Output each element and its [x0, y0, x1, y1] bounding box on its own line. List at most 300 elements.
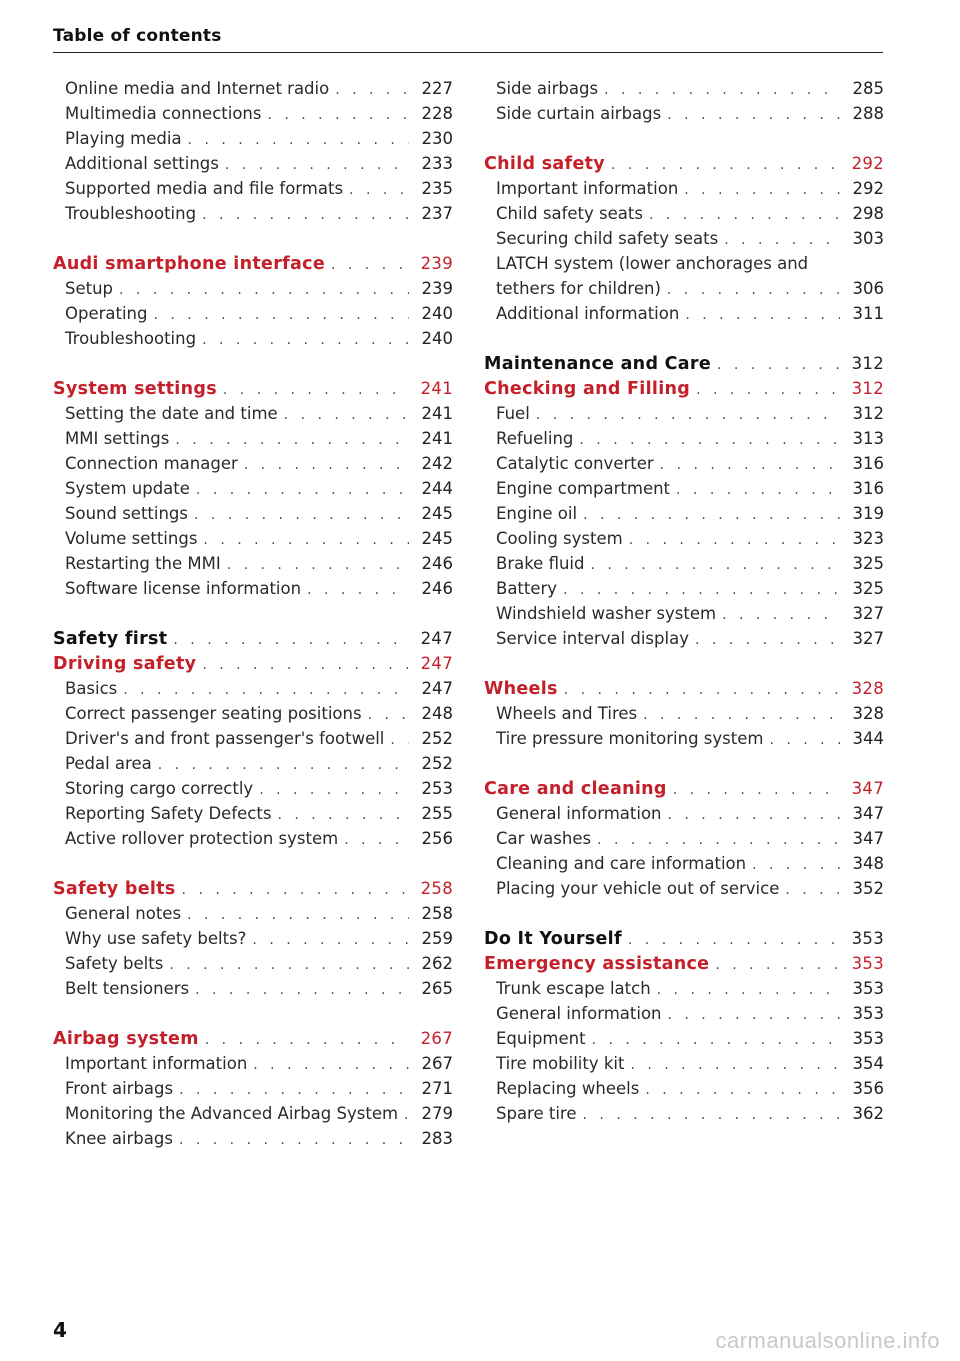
toc-entry-title: System update: [65, 479, 190, 498]
toc-entry-page: 292: [851, 154, 884, 173]
dot-leader: [667, 103, 840, 126]
toc-entry[interactable]: [484, 276, 884, 301]
dot-leader: [267, 103, 409, 126]
toc-entry-title: Side curtain airbags: [496, 104, 662, 123]
toc-entry-page: 319: [852, 504, 884, 523]
toc-entry-page: 292: [852, 179, 884, 198]
toc-entry-page: 252: [421, 729, 453, 748]
toc-entry-page: 353: [851, 954, 884, 973]
toc-entry-page: 262: [421, 954, 453, 973]
dot-leader: [583, 1103, 840, 1126]
toc-entry-title: Correct passenger seating positions: [65, 704, 362, 723]
toc-entry-page: 312: [852, 404, 884, 423]
toc-entry[interactable]: [53, 1076, 453, 1101]
toc-entry-title: Airbag system: [53, 1029, 199, 1049]
dot-leader: [660, 453, 840, 476]
toc-entry[interactable]: [53, 151, 453, 176]
toc-entry-page: 312: [851, 379, 884, 398]
toc-entry[interactable]: [53, 926, 453, 951]
toc-entry-title: Care and cleaning: [484, 779, 667, 799]
toc-section-entry[interactable]: [484, 376, 884, 401]
toc-entry[interactable]: [53, 901, 453, 926]
page-title: Table of contents: [53, 26, 222, 46]
dot-leader: [785, 878, 840, 901]
toc-section-entry[interactable]: [484, 926, 884, 951]
toc-entry-page: 325: [852, 554, 884, 573]
dot-leader: [667, 278, 840, 301]
toc-entry-title: Audi smartphone interface: [53, 254, 325, 274]
toc-entry[interactable]: [53, 976, 453, 1001]
dot-leader: [277, 803, 409, 826]
toc-entry-title: Battery: [496, 579, 558, 598]
dot-leader: [173, 628, 409, 651]
toc-entry-page: 227: [421, 79, 453, 98]
toc-section-entry[interactable]: [53, 651, 453, 676]
toc-entry-title: Child safety: [484, 154, 605, 174]
dot-leader: [331, 253, 409, 276]
dot-leader: [244, 453, 409, 476]
toc-entry-title: Tire pressure monitoring system: [496, 729, 764, 748]
dot-leader: [668, 1003, 841, 1026]
toc-entry-page: 233: [421, 154, 453, 173]
toc-entry[interactable]: [484, 401, 884, 426]
toc-entry-title: Front airbags: [65, 1079, 174, 1098]
toc-entry[interactable]: [484, 1001, 884, 1026]
toc-section-entry[interactable]: [53, 1026, 453, 1051]
toc-entry-page: 316: [852, 454, 884, 473]
toc-entry-page: 267: [420, 1029, 453, 1048]
toc-entry[interactable]: [484, 76, 884, 101]
dot-leader: [344, 828, 409, 851]
toc-entry-title: Fuel: [496, 404, 530, 423]
toc-entry-page: 362: [852, 1104, 884, 1123]
toc-entry[interactable]: [53, 1126, 453, 1151]
dot-leader: [227, 553, 409, 576]
toc-entry-title: General information: [496, 804, 662, 823]
toc-entry-title: Troubleshooting: [65, 329, 197, 348]
toc-entry-title: Playing media: [65, 129, 182, 148]
toc-entry[interactable]: [53, 76, 453, 101]
toc-entry[interactable]: [484, 826, 884, 851]
toc-entry[interactable]: [484, 701, 884, 726]
toc-entry-title: Reporting Safety Defects: [65, 804, 272, 823]
toc-entry-page: 258: [420, 879, 453, 898]
toc-entry-page: 325: [852, 579, 884, 598]
dot-leader: [225, 153, 409, 176]
toc-section-entry[interactable]: [53, 876, 453, 901]
dot-leader: [769, 728, 840, 751]
toc-entry[interactable]: [484, 301, 884, 326]
toc-entry-title: Trunk escape latch: [496, 979, 651, 998]
toc-entry-title: Maintenance and Care: [484, 354, 712, 374]
dot-leader: [196, 478, 409, 501]
toc-entry-page: 354: [852, 1054, 884, 1073]
toc-entry-page: 327: [852, 629, 884, 648]
toc-entry[interactable]: [484, 201, 884, 226]
toc-entry-title: Side airbags: [496, 79, 599, 98]
toc-section-entry[interactable]: [484, 951, 884, 976]
toc-entry[interactable]: [53, 701, 453, 726]
dot-leader: [629, 528, 840, 551]
toc-entry[interactable]: [484, 451, 884, 476]
toc-entry-page: 259: [421, 929, 453, 948]
toc-entry-title: Tire mobility kit: [496, 1054, 625, 1073]
toc-entry-title: Car washes: [496, 829, 592, 848]
toc-entry-title: Engine oil: [496, 504, 578, 523]
toc-entry-page: 356: [852, 1079, 884, 1098]
toc-section-entry[interactable]: [484, 676, 884, 701]
toc-entry-title: Securing child safety seats: [496, 229, 719, 248]
toc-entry[interactable]: [484, 101, 884, 126]
dot-leader: [628, 928, 840, 951]
toc-entry-title: Troubleshooting: [65, 204, 197, 223]
toc-entry-title: Checking and Filling: [484, 379, 691, 399]
toc-section-entry[interactable]: [53, 251, 453, 276]
toc-entry[interactable]: [53, 1051, 453, 1076]
dot-leader: [252, 928, 409, 951]
toc-entry[interactable]: [53, 951, 453, 976]
toc-entry-page: 230: [421, 129, 453, 148]
toc-entry-title: Multimedia connections: [65, 104, 262, 123]
toc-entry[interactable]: [53, 126, 453, 151]
dot-leader: [668, 803, 841, 826]
dot-leader: [630, 1053, 840, 1076]
toc-entry[interactable]: [53, 726, 453, 751]
toc-entry-page: 353: [851, 929, 884, 948]
dot-leader: [187, 903, 409, 926]
dot-leader: [591, 553, 841, 576]
dot-leader: [715, 953, 840, 976]
dot-leader: [722, 603, 840, 626]
toc-entry-page: 246: [421, 554, 453, 573]
dot-leader: [335, 78, 409, 101]
toc-entry[interactable]: [53, 1101, 453, 1126]
toc-entry[interactable]: [53, 101, 453, 126]
dot-leader: [684, 178, 840, 201]
toc-entry-page: 248: [421, 704, 453, 723]
dot-leader: [253, 1053, 409, 1076]
dot-leader: [223, 378, 409, 401]
toc-entry-title: Wheels: [484, 679, 558, 699]
dot-leader: [673, 778, 840, 801]
dot-leader: [695, 628, 840, 651]
toc-entry[interactable]: [484, 176, 884, 201]
toc-entry-page: 253: [421, 779, 453, 798]
toc-entry-page: 327: [852, 604, 884, 623]
dot-leader: [696, 378, 840, 401]
dot-leader: [182, 878, 409, 901]
toc-entry[interactable]: [484, 1051, 884, 1076]
toc-entry-title: Pedal area: [65, 754, 152, 773]
toc-entry-title: Safety belts: [53, 879, 176, 899]
toc-entry-page: 245: [421, 504, 453, 523]
toc-entry-page: 235: [421, 179, 453, 198]
toc-entry-title: Setting the date and time: [65, 404, 278, 423]
toc-entry-page: 298: [852, 204, 884, 223]
toc-entry-page: 312: [851, 354, 884, 373]
toc-entry-page: 288: [852, 104, 884, 123]
toc-entry-page: 353: [852, 979, 884, 998]
toc-entry-page: 265: [421, 979, 453, 998]
toc-entry-page: 247: [420, 629, 453, 648]
toc-entry[interactable]: [484, 851, 884, 876]
toc-entry-title: Supported media and file formats: [65, 179, 344, 198]
toc-section-entry[interactable]: [484, 151, 884, 176]
toc-entry-title: Additional settings: [65, 154, 219, 173]
toc-entry[interactable]: [484, 976, 884, 1001]
toc-entry-title: Why use safety belts?: [65, 929, 247, 948]
toc-entry[interactable]: [53, 826, 453, 851]
toc-entry-page: 353: [852, 1029, 884, 1048]
dot-leader: [611, 153, 840, 176]
toc-left-column: [53, 76, 453, 1151]
dot-leader: [202, 203, 409, 226]
dot-leader: [169, 953, 409, 976]
toc-entry-page: 252: [421, 754, 453, 773]
toc-entry-page: 244: [421, 479, 453, 498]
dot-leader: [175, 428, 409, 451]
toc-entry[interactable]: [53, 426, 453, 451]
toc-entry-page: 239: [421, 279, 453, 298]
toc-entry-page: 306: [852, 279, 884, 298]
toc-entry[interactable]: [53, 801, 453, 826]
dot-leader: [368, 703, 409, 726]
toc-entry[interactable]: [53, 451, 453, 476]
toc-entry-title: Belt tensioners: [65, 979, 190, 998]
toc-entry-title: Replacing wheels: [496, 1079, 640, 1098]
dot-leader: [202, 653, 409, 676]
toc-entry-title: Spare tire: [496, 1104, 577, 1123]
dot-leader: [284, 403, 409, 426]
toc-entry-page: 353: [852, 1004, 884, 1023]
toc-entry-page: 311: [852, 304, 884, 323]
toc-entry-title: Software license information: [65, 579, 302, 598]
toc-entry[interactable]: [484, 226, 884, 251]
toc-entry-title: Basics: [65, 679, 118, 698]
toc-entry-title: System settings: [53, 379, 217, 399]
dot-leader: [205, 1028, 409, 1051]
toc-entry[interactable]: [484, 551, 884, 576]
toc-entry[interactable]: [53, 401, 453, 426]
dot-leader: [390, 728, 409, 751]
toc-entry-title: General notes: [65, 904, 182, 923]
toc-entry[interactable]: [53, 301, 453, 326]
dot-leader: [676, 478, 840, 501]
toc-entry-page: 313: [852, 429, 884, 448]
toc-entry-page: 241: [420, 379, 453, 398]
toc-entry-title: Do It Yourself: [484, 929, 622, 949]
dot-leader: [154, 303, 410, 326]
toc-entry-title: Refueling: [496, 429, 574, 448]
dot-leader: [649, 203, 840, 226]
dot-leader: [202, 328, 409, 351]
toc-entry-page: 328: [852, 704, 884, 723]
dot-leader: [717, 353, 840, 376]
dot-leader: [752, 853, 840, 876]
toc-section-entry[interactable]: [484, 776, 884, 801]
toc-entry-title: Online media and Internet radio: [65, 79, 330, 98]
toc-entry-page: 255: [421, 804, 453, 823]
page-number: 4: [53, 1318, 67, 1342]
toc-entry[interactable]: [484, 1076, 884, 1101]
dot-leader: [604, 78, 840, 101]
toc-entry-page: 285: [852, 79, 884, 98]
toc-entry-page: 242: [421, 454, 453, 473]
toc-entry-title: Sound settings: [65, 504, 189, 523]
toc-entry-title: Operating: [65, 304, 148, 323]
toc-entry-title: Driving safety: [53, 654, 197, 674]
toc-entry[interactable]: [53, 326, 453, 351]
toc-entry-title: Cleaning and care information: [496, 854, 747, 873]
dot-leader: [685, 303, 840, 326]
toc-entry-title: LATCH system (lower anchorages and: [496, 254, 809, 273]
toc-entry-page: 258: [421, 904, 453, 923]
toc-entry-page: 237: [421, 204, 453, 223]
toc-entry[interactable]: [484, 1101, 884, 1126]
toc-entry-title: Setup: [65, 279, 114, 298]
toc-entry-page: 352: [852, 879, 884, 898]
toc-entry-page: 328: [851, 679, 884, 698]
toc-entry-page: 303: [852, 229, 884, 248]
toc-entry[interactable]: [484, 876, 884, 901]
dot-leader: [657, 978, 840, 1001]
toc-entry[interactable]: [53, 276, 453, 301]
toc-entry[interactable]: [484, 1026, 884, 1051]
toc-entry[interactable]: [53, 751, 453, 776]
toc-entry-title: tethers for children): [496, 279, 661, 298]
dot-leader: [259, 778, 409, 801]
toc-entry-page: 246: [421, 579, 453, 598]
toc-entry-page: 247: [420, 654, 453, 673]
toc-entry-page: 241: [421, 429, 453, 448]
toc-entry-title: Safety first: [53, 629, 168, 649]
toc-entry-page: 344: [852, 729, 884, 748]
toc-entry-page: 241: [421, 404, 453, 423]
toc-entry[interactable]: [484, 626, 884, 651]
toc-entry-title: Volume settings: [65, 529, 198, 548]
toc-entry[interactable]: [484, 426, 884, 451]
toc-entry-title: Restarting the MMI: [65, 554, 221, 573]
toc-entry-page: 347: [852, 804, 884, 823]
toc-entry[interactable]: [53, 776, 453, 801]
toc-entry[interactable]: [484, 526, 884, 551]
dot-leader: [203, 528, 409, 551]
dot-leader: [536, 403, 840, 426]
dot-leader: [195, 978, 409, 1001]
dot-leader: [123, 678, 409, 701]
toc-entry-title: Wheels and Tires: [496, 704, 638, 723]
toc-entry-title: Active rollover protection system: [65, 829, 339, 848]
toc-entry-title: Child safety seats: [496, 204, 643, 223]
toc-entry[interactable]: [484, 501, 884, 526]
dot-leader: [583, 503, 840, 526]
toc-entry-title: MMI settings: [65, 429, 170, 448]
watermark: carmanualsonline.info: [715, 1328, 940, 1353]
dot-leader: [724, 228, 840, 251]
toc-entry-page: 347: [851, 779, 884, 798]
toc-entry-title: Service interval display: [496, 629, 689, 648]
dot-leader: [564, 678, 840, 701]
toc-entry-title: Monitoring the Advanced Airbag System: [65, 1104, 399, 1123]
toc-entry-title: General information: [496, 1004, 662, 1023]
toc-entry[interactable]: [53, 176, 453, 201]
toc-entry-title: Driver's and front passenger's footwell: [65, 729, 385, 748]
toc-section-entry[interactable]: [53, 376, 453, 401]
toc-entry-title: Brake fluid: [496, 554, 585, 573]
dot-leader: [592, 1028, 840, 1051]
dot-leader: [119, 278, 409, 301]
toc-entry-title: Catalytic converter: [496, 454, 654, 473]
toc-entry[interactable]: [484, 476, 884, 501]
toc-entry-title: Engine compartment: [496, 479, 671, 498]
dot-leader: [179, 1128, 409, 1151]
toc-entry-page: 267: [421, 1054, 453, 1073]
dot-leader: [349, 178, 409, 201]
toc-entry[interactable]: [484, 576, 884, 601]
toc-entry[interactable]: [53, 576, 453, 601]
toc-entry-title: Additional information: [496, 304, 680, 323]
toc-entry-title: Equipment: [496, 1029, 586, 1048]
toc-entry[interactable]: [53, 526, 453, 551]
page-header: [53, 26, 883, 53]
toc-entry-page: 323: [852, 529, 884, 548]
toc-right-column: [484, 76, 884, 1126]
toc-entry-title: Important information: [496, 179, 679, 198]
toc-entry-page: 240: [421, 329, 453, 348]
toc-entry[interactable]: [484, 601, 884, 626]
dot-leader: [188, 128, 409, 151]
toc-entry[interactable]: [53, 201, 453, 226]
toc-entry-title: Cooling system: [496, 529, 623, 548]
toc-entry[interactable]: [53, 551, 453, 576]
toc-entry[interactable]: [53, 501, 453, 526]
toc-section-entry[interactable]: [53, 626, 453, 651]
dot-leader: [194, 503, 409, 526]
dot-leader: [158, 753, 409, 776]
dot-leader: [597, 828, 840, 851]
toc-section-entry[interactable]: [484, 351, 884, 376]
toc-entry-title: Placing your vehicle out of service: [496, 879, 780, 898]
dot-leader: [645, 1078, 840, 1101]
toc-entry-page: 228: [421, 104, 453, 123]
toc-entry-page: 271: [421, 1079, 453, 1098]
dot-leader: [563, 578, 840, 601]
toc-entry[interactable]: [53, 676, 453, 701]
toc-entry-page: 239: [420, 254, 453, 273]
toc-entry[interactable]: [484, 251, 884, 276]
toc-entry-title: Storing cargo correctly: [65, 779, 254, 798]
toc-entry-title: Windshield washer system: [496, 604, 717, 623]
toc-entry-page: 283: [421, 1129, 453, 1148]
toc-entry[interactable]: [484, 726, 884, 751]
dot-leader: [579, 428, 840, 451]
toc-entry-title: Emergency assistance: [484, 954, 710, 974]
toc-entry-page: 245: [421, 529, 453, 548]
dot-leader: [643, 703, 840, 726]
toc-entry-page: 240: [421, 304, 453, 323]
toc-entry-title: Knee airbags: [65, 1129, 173, 1148]
toc-entry[interactable]: [484, 801, 884, 826]
toc-entry-page: 279: [421, 1104, 453, 1123]
dot-leader: [404, 1103, 409, 1126]
toc-entry-title: Important information: [65, 1054, 248, 1073]
toc-entry-page: 348: [852, 854, 884, 873]
toc-entry-page: 256: [421, 829, 453, 848]
toc-entry-title: Safety belts: [65, 954, 164, 973]
toc-entry-page: 316: [852, 479, 884, 498]
toc-entry-title: Connection manager: [65, 454, 238, 473]
toc-entry[interactable]: [53, 476, 453, 501]
